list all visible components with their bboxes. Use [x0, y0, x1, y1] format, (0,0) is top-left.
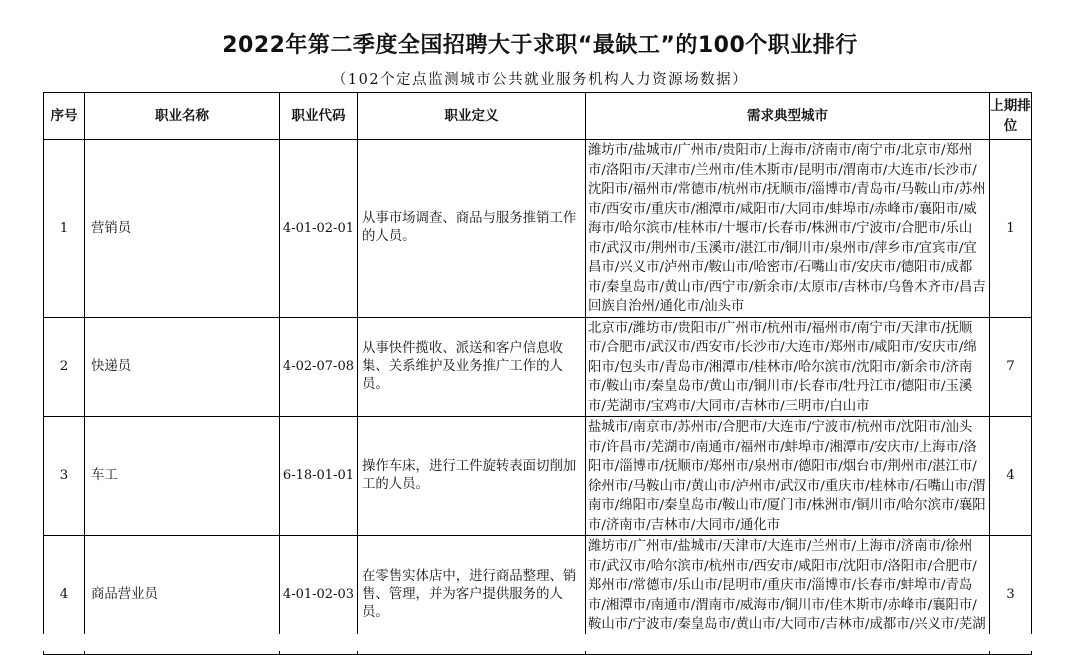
occupation-code: 4-01-02-01: [280, 140, 358, 318]
table-row: [44, 417, 1032, 536]
typical-cities: 北京市/潍坊市/贵阳市/广州市/杭州市/福州市/南宁市/天津市/抚顺市/合肥市/武汉市/西安市/长沙市/大连市/郑州市/咸阳市/安庆市/绵阳市/包头市/青岛市/湘潭市/桂林市/哈尔滨市/沈阳市/新余市/济南市/鞍山市/秦皇岛市/黄山市/铜川市/长春市/牡丹江市/德阳市/玉溪市/芜湖市/宝鸡市/大同市/吉林市/三明市/白山市: [586, 317, 990, 417]
header-index: 序号: [44, 93, 85, 140]
header-typical-cities: 需求典型城市: [586, 93, 990, 140]
previous-rank: 7: [990, 317, 1032, 417]
previous-rank: 4: [990, 417, 1032, 536]
header-occupation-name: 职业名称: [85, 93, 280, 140]
header-occupation-definition: 职业定义: [358, 93, 586, 140]
occupation-name: 商品营业员: [85, 536, 280, 655]
occupation-code: 4-02-07-08: [280, 317, 358, 417]
occupation-ranking-table: [43, 92, 1032, 655]
typical-cities: 潍坊市/盐城市/广州市/贵阳市/上海市/济南市/南宁市/北京市/郑州市/洛阳市/天津市/兰州市/佳木斯市/昆明市/渭南市/大连市/长沙市/沈阳市/福州市/常德市/杭州市/抚顺市/淄博市/青岛市/马鞍山市/苏州市/西安市/重庆市/湘潭市/咸阳市/大同市/蚌埠市/赤峰市/襄阳市/威海市/哈尔滨市/桂林市/十堰市/长春市/株洲市/宁波市/合肥市/乐山市/武汉市/荆州市/玉溪市/湛江市/铜川市/泉州市/萍乡市/宜宾市/宜昌市/兴义市/泸州市/鞍山市/哈密市/石嘴山市/安庆市/德阳市/成都市/秦皇岛市/黄山市/西宁市/新余市/太原市/吉林市/乌鲁木齐市/昌吉回族自治州/通化市/汕头市: [586, 140, 990, 318]
table-header-row: [44, 93, 1032, 140]
typical-cities: 盐城市/南京市/苏州市/合肥市/大连市/宁波市/杭州市/沈阳市/汕头市/许昌市/芜湖市/南通市/福州市/蚌埠市/湘潭市/安庆市/上海市/洛阳市/淄博市/抚顺市/郑州市/泉州市/德阳市/烟台市/荆州市/湛江市/徐州市/马鞍山市/黄山市/泸州市/武汉市/重庆市/桂林市/石嘴山市/渭南市/绵阳市/秦皇岛市/鞍山市/厦门市/株洲市/铜川市/哈尔滨市/襄阳市/济南市/吉林市/大同市/通化市: [586, 417, 990, 536]
table-row: [44, 140, 1032, 318]
previous-rank: 1: [990, 140, 1032, 318]
header-occupation-code: 职业代码: [280, 93, 358, 140]
occupation-name: 快递员: [85, 317, 280, 417]
header-previous-rank: 上期排位: [990, 93, 1032, 140]
row-index: 2: [44, 317, 85, 417]
row-index: 1: [44, 140, 85, 318]
occupation-definition: 在零售实体店中，进行商品整理、销售、管理，并为客户提供服务的人员。: [358, 536, 586, 655]
occupation-name: 车工: [85, 417, 280, 536]
occupation-name: 营销员: [85, 140, 280, 318]
typical-cities: 潍坊市/广州市/盐城市/天津市/大连市/兰州市/上海市/济南市/徐州市/武汉市/哈尔滨市/杭州市/西安市/咸阳市/沈阳市/洛阳市/合肥市/郑州市/常德市/乐山市/昆明市/重庆市/淄博市/长春市/蚌埠市/青岛市/湘潭市/南通市/渭南市/威海市/铜川市/佳木斯市/赤峰市/襄阳市/鞍山市/宁波市/秦皇岛市/黄山市/大同市/吉林市/成都市/兴义市/芜湖: [586, 536, 990, 655]
occupation-definition: 从事快件揽收、派送和客户信息收集、关系维护及业务推广工作的人员。: [358, 317, 586, 417]
row-index: 3: [44, 417, 85, 536]
page-subtitle: （102个定点监测城市公共就业服务机构人力资源场数据）: [331, 72, 749, 88]
occupation-code: 6-18-01-01: [280, 417, 358, 536]
table-row: [44, 317, 1032, 417]
page-title: 2022年第二季度全国招聘大于求职“最缺工”的100个职业排行: [222, 33, 858, 58]
previous-rank: 3: [990, 536, 1032, 655]
occupation-code: 4-01-02-03: [280, 536, 358, 655]
page-cutoff: [0, 634, 1080, 651]
occupation-definition: 从事市场调查、商品与服务推销工作的人员。: [358, 140, 586, 318]
occupation-definition: 操作车床，进行工件旋转表面切削加工的人员。: [358, 417, 586, 536]
row-index: 4: [44, 536, 85, 655]
